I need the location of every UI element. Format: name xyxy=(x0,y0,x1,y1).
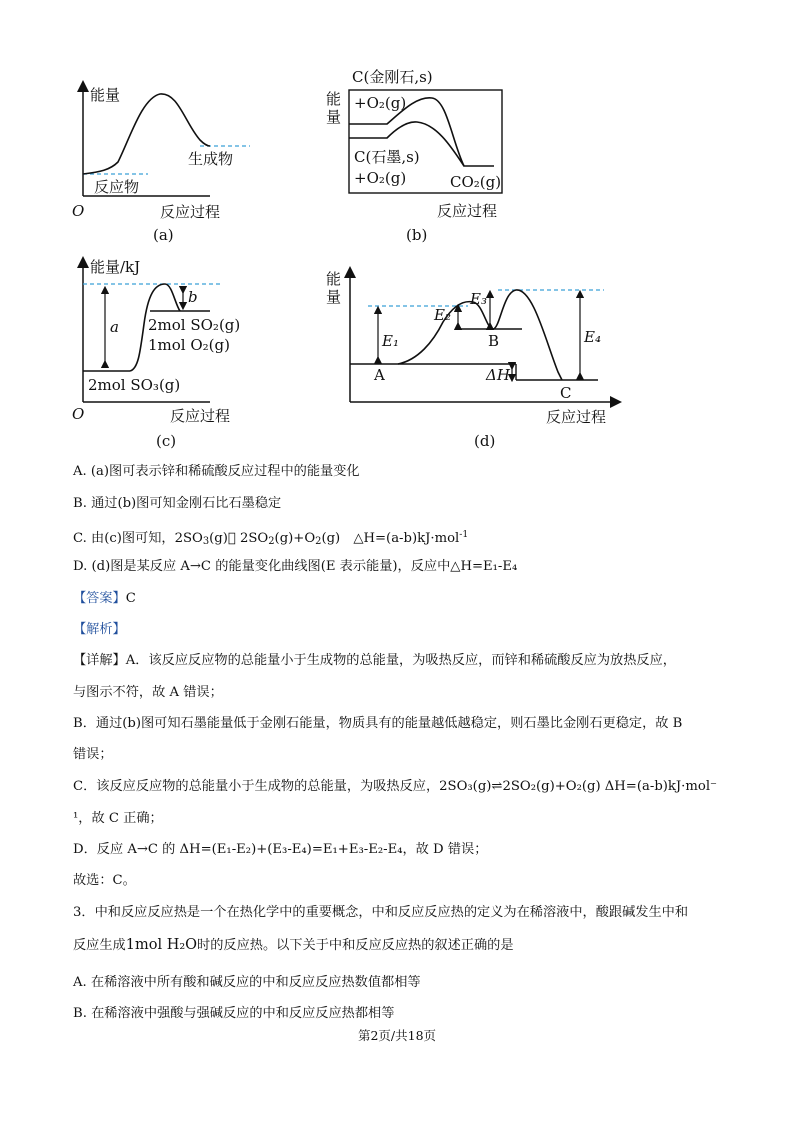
b-label: B xyxy=(488,332,500,350)
figure-d xyxy=(318,262,628,454)
e4-label: E₄ xyxy=(584,328,601,346)
option-b: B. 通过(b)图可知金刚石比石墨稳定 xyxy=(73,496,282,511)
x-axis-label: 反应过程 xyxy=(437,202,498,220)
analysis-tag: 【解析】 xyxy=(73,622,126,637)
c-label: C xyxy=(560,384,572,402)
q3-line-2 xyxy=(73,936,514,955)
figure-b xyxy=(322,66,522,248)
e2-label: E₂ xyxy=(434,306,451,324)
detail-d: D．反应 A→C 的 ΔH=(E₁-E₂)+(E₃-E₄)=E₁+E₃-E₂-E₄，故 D 错误； xyxy=(73,842,488,857)
option-c-mid2: 2SO xyxy=(235,531,269,547)
option-c-sub2: 2 xyxy=(268,536,275,548)
graphite-label: C(石墨,s) xyxy=(354,148,420,166)
caption-c: (c) xyxy=(156,432,177,450)
q3-line-2-post: 时的反应热。以下关于中和反应反应热的叙述正确的是 xyxy=(197,938,514,953)
so2-label: 2mol SO₂(g) xyxy=(148,316,241,334)
x-axis-label: 反应过程 xyxy=(170,407,231,425)
e3-label: E₃ xyxy=(470,290,487,308)
q3-option-b: B. 在稀溶液中强酸与强碱反应的中和反应反应热都相等 xyxy=(73,1006,395,1021)
y-label-1: 能 xyxy=(326,270,342,288)
option-c-mid1: (g) xyxy=(209,531,236,547)
option-c-sub2b: 2 xyxy=(315,536,322,548)
reactant-label: 反应物 xyxy=(94,178,140,196)
caption-b: (b) xyxy=(406,226,428,244)
detail-tag: 【详解】 xyxy=(73,653,126,668)
figure-b-svg xyxy=(322,66,522,248)
q3-formula: 1mol H₂O xyxy=(125,937,198,953)
e1-label: E₁ xyxy=(382,332,399,350)
figure-a xyxy=(60,78,260,248)
option-d: D. (d)图是某反应 A→C 的能量变化曲线图(E 表示能量)，反应中△H=E₁-E₄ xyxy=(73,559,518,574)
caption-a: (a) xyxy=(153,226,174,244)
option-c-sup: -1 xyxy=(459,529,469,540)
figure-c-svg xyxy=(60,254,260,454)
q3-option-a: A. 在稀溶液中所有酸和碱反应的中和反应反应热数值都相等 xyxy=(73,975,421,990)
graphite-label-2: +O₂(g) xyxy=(354,169,407,187)
page-footer: 第2页/共18页 xyxy=(357,1028,437,1043)
caption-d: (d) xyxy=(474,432,496,450)
detail-b-2: 错误； xyxy=(73,747,113,762)
diamond-label-2: +O₂(g) xyxy=(354,94,407,112)
detail-a-1 xyxy=(73,652,676,670)
conclusion: 故选：C。 xyxy=(73,873,136,888)
origin-label: O xyxy=(72,202,85,220)
option-c-mid4: (g) △H=(a-b)kJ·mol xyxy=(321,531,460,547)
detail-c-1: C．该反应反应物的总能量小于生成物的总能量，为吸热反应，2SO₃(g)⇌2SO₂(g)+O₂(g) ΔH=(a-b)kJ·mol⁻ xyxy=(73,779,717,794)
dh-label: ΔH xyxy=(486,366,510,384)
y-label-2: 量 xyxy=(326,108,342,126)
y-axis-label: 能量/kJ xyxy=(90,258,141,276)
y-axis-label: 能量 xyxy=(90,86,121,104)
q3-line-2-pre: 反应生成 xyxy=(73,938,126,953)
y-label-1: 能 xyxy=(326,90,342,108)
answer-tag: 【答案】 xyxy=(73,591,126,606)
detail-c-2: ¹，故 C 正确； xyxy=(73,811,163,826)
figure-a-svg xyxy=(60,78,260,248)
x-axis-label: 反应过程 xyxy=(160,203,221,221)
detail-a-2: 与图示不符，故 A 错误； xyxy=(73,685,223,700)
x-axis-label: 反应过程 xyxy=(546,408,607,426)
option-c-mid3: (g)+O xyxy=(274,531,316,547)
option-c xyxy=(73,526,468,551)
origin-label: O xyxy=(72,405,85,423)
figure-c xyxy=(60,254,260,454)
detail-a-1-text: A．该反应反应物的总能量小于生成物的总能量，为吸热反应，而锌和稀硫酸反应为放热反应， xyxy=(125,653,676,668)
option-a: A. (a)图可表示锌和稀硫酸反应过程中的能量变化 xyxy=(73,464,360,479)
co2-label: CO₂(g) xyxy=(450,173,502,191)
detail-b-1: B．通过(b)图可知石墨能量低于金刚石能量，物质具有的能量越低越稳定，则石墨比金刚石更稳定，故 B xyxy=(73,716,683,731)
diamond-label: C(金刚石,s) xyxy=(352,68,433,86)
b-label: b xyxy=(188,288,198,306)
option-c-sub3: 3 xyxy=(202,536,210,548)
so3-label: 2mol SO₃(g) xyxy=(88,376,181,394)
option-c-prefix: C. 由(c)图可知，2SO xyxy=(73,531,203,547)
y-label-2: 量 xyxy=(326,288,342,306)
a-label: A xyxy=(374,366,385,384)
product-label: 生成物 xyxy=(188,150,234,168)
o2-label: 1mol O₂(g) xyxy=(148,336,230,354)
q3-line-1: 3．中和反应反应热是一个在热化学中的重要概念，中和反应反应热的定义为在稀溶液中，酸跟碱发生中和 xyxy=(73,905,689,920)
figure-d-svg xyxy=(318,262,628,454)
answer-line xyxy=(73,590,136,608)
a-label: a xyxy=(110,318,119,336)
answer-value: C xyxy=(125,591,136,606)
